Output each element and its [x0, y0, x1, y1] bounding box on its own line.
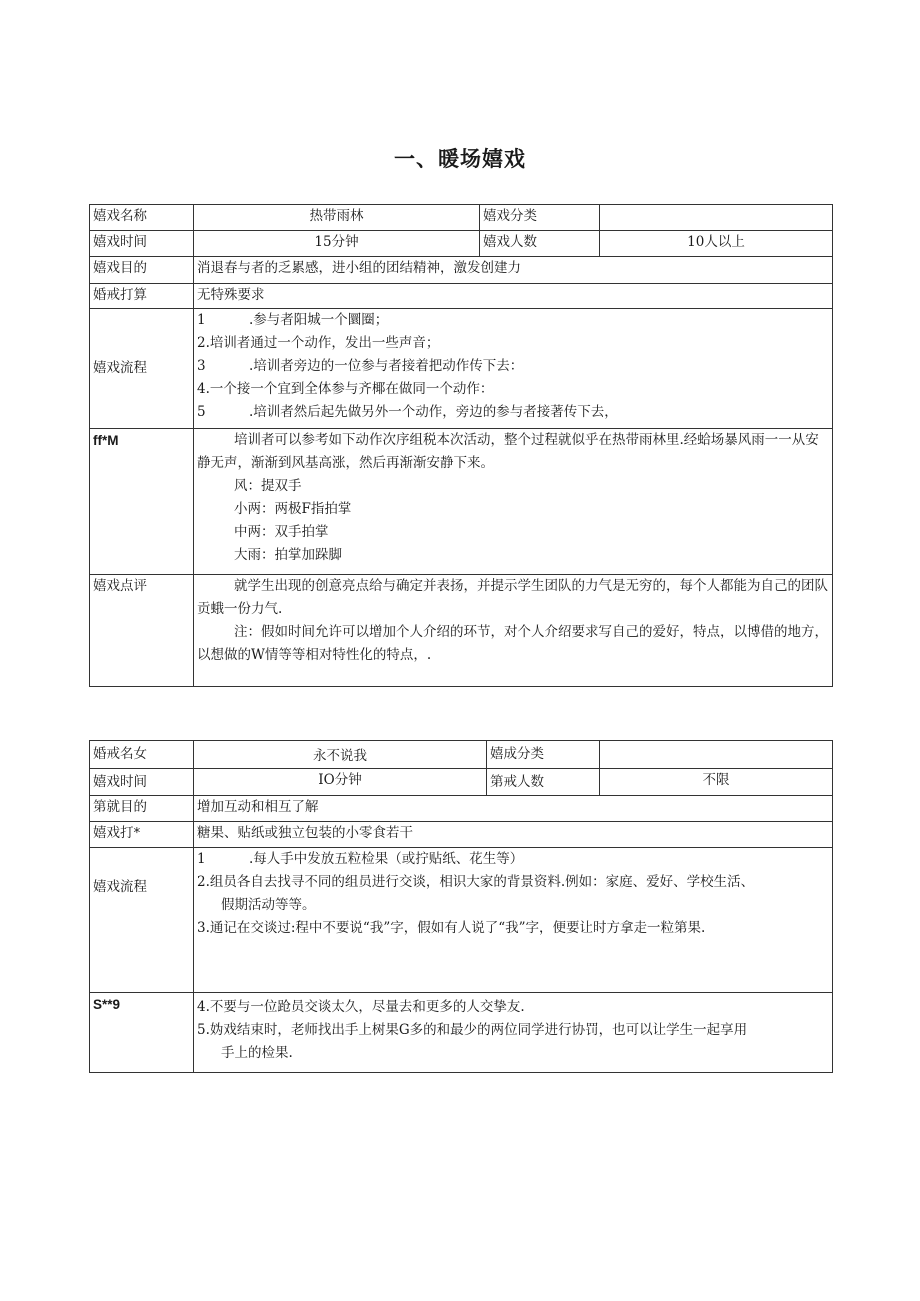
- table-row: [90, 848, 833, 993]
- list-item: 2 .培训者通过一个动作，发出一些声音；: [197, 335, 440, 351]
- time-value: 15分钟: [194, 231, 480, 257]
- list-item-continuation: 手上的检果.: [221, 1045, 293, 1061]
- table-row: [90, 822, 833, 848]
- game-table-1: [89, 204, 833, 687]
- comment-text: 就学生出现的创意亮点给与确定并表扬，并提示学生团队的力气是无穷的，每个人都能为自己的团队贡蛾一份力气.: [197, 578, 828, 617]
- flow-steps: [194, 309, 833, 429]
- purpose-value: 增加互动和相互了解: [194, 796, 833, 822]
- list-item: 5 .培训者然后起先做另外一个动作，旁边的参与者接著传下去，: [197, 404, 618, 420]
- time-label: 嬉戏时间: [90, 769, 194, 796]
- purpose-label: 嬉戏目的: [90, 257, 194, 284]
- table-row: [90, 796, 833, 822]
- table-row: [90, 575, 833, 687]
- section-label: ff*M: [90, 429, 194, 575]
- people-value: 10人以上: [600, 231, 833, 257]
- list-item-continuation: 假期活动等等。: [221, 897, 316, 913]
- people-label: 嬉戏人数: [480, 231, 600, 257]
- prep-label: 婚戒打算: [90, 284, 194, 309]
- table-row: [90, 429, 833, 575]
- table-row: [90, 257, 833, 284]
- category-value: [600, 205, 833, 231]
- list-item: 4 .一个接一个宜到全体参与齐椰在做同一个动作：: [197, 381, 494, 397]
- list-item: 4 .不要与一位跄员交谈太久，尽量去和更多的人交挚友.: [197, 999, 525, 1015]
- purpose-label: 第就目的: [90, 796, 194, 822]
- list-item: 1 .参与者阳城一个圜圈；: [197, 312, 389, 328]
- name-label: 嬉戏名称: [90, 205, 194, 231]
- people-value: 不限: [600, 769, 833, 796]
- time-value: IO分钟: [194, 769, 487, 796]
- comment-label: 嬉戏点评: [90, 575, 194, 687]
- table-row: [90, 993, 833, 1073]
- flow-steps: [194, 848, 833, 993]
- comment-content: [194, 575, 833, 687]
- list-item: 3 .通记在交谈过:程中不要说“我”字，假如有人说了“我”字，便要让时方拿走一粒第果.: [197, 920, 706, 936]
- page-title: 一、暖场嬉戏: [394, 147, 526, 171]
- people-label: 第戒人数: [487, 769, 600, 796]
- section-label: S**9: [90, 993, 194, 1073]
- name-value: 热带雨林: [194, 205, 480, 231]
- flow-label: 嬉戏流程: [90, 309, 194, 429]
- prep-label: 嬉戏打*: [90, 822, 194, 848]
- name-value: 永不说我: [194, 741, 487, 769]
- table-row: [90, 309, 833, 429]
- note-text: 注：假如时间允许可以增加个人介绍的环节，对个人介绍要求写自己的爱好，特点，以博借的地方，以想做的W情等等相对特性化的特点，.: [197, 624, 828, 663]
- action-item: 中两：双手拍掌: [234, 524, 329, 540]
- section-content: [194, 429, 833, 575]
- list-item: 5 .妫戏结束时，老师找出手上树果G多的和最少的两位同学进行协罚，也可以让学生一起享用: [197, 1022, 748, 1038]
- prep-value: 糖果、贴纸或独立包装的小零食若干: [194, 822, 833, 848]
- table-row: [90, 231, 833, 257]
- list-item: 1 .每人手中发放五粒检果（或拧贴纸、花生等）: [197, 851, 524, 867]
- category-value: [600, 741, 833, 769]
- list-item: 3 .培训者旁边的一位参与者接着把动作传下去：: [197, 358, 524, 374]
- action-item: 风：提双手: [234, 478, 302, 494]
- action-item: 小两：两极F指拍掌: [234, 501, 352, 517]
- prep-value: 无特殊要求: [194, 284, 833, 309]
- table-row: [90, 284, 833, 309]
- more-steps: [194, 993, 833, 1073]
- game-table-2: [89, 740, 833, 1073]
- table-row: [90, 769, 833, 796]
- table-row: [90, 205, 833, 231]
- flow-label: 嬉戏流程: [90, 848, 194, 993]
- action-item: 大雨：拍掌加跺脚: [234, 547, 342, 563]
- purpose-value: 消退春与者的乏累感，进小组的团结精神，激发创建力: [194, 257, 833, 284]
- time-label: 嬉戏时间: [90, 231, 194, 257]
- category-label: 嬉戏分类: [480, 205, 600, 231]
- table-row: [90, 741, 833, 769]
- category-label: 嬉成分类: [487, 741, 600, 769]
- name-label: 婚戒名女: [90, 741, 194, 769]
- section-intro: 培训者可以参考如下动作次序组税本次活动，整个过程就似乎在热带雨林里.经蛤场暴风雨一一从安静无声，渐渐到风基高涨，然后再渐渐安静下来。: [197, 432, 819, 471]
- list-item: 2 .组员各自去找寻不同的组员进行交谈，相识大家的背景资料.例如：家庭、爱好、学校生活、: [197, 874, 755, 890]
